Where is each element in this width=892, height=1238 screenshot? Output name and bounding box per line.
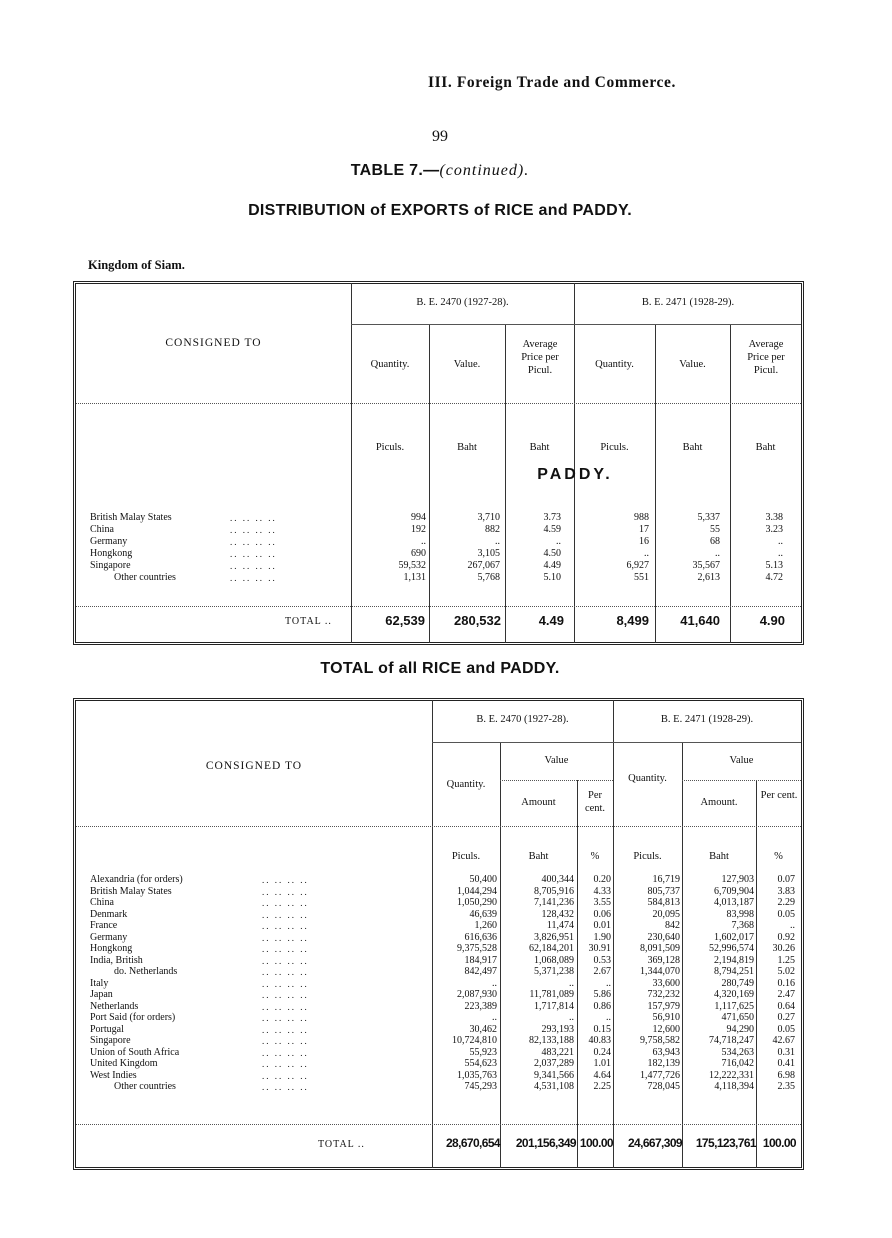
row-country-name: France [90, 920, 118, 931]
cell-v1: 62,184,201 [529, 943, 574, 954]
running-head: III. Foreign Trade and Commerce. [428, 74, 676, 91]
cell-p2: .. [790, 920, 795, 931]
leader-dots: .. .. .. .. [230, 561, 277, 571]
cell-v2: 4,320,169 [714, 989, 754, 1000]
cell-v2: 7,368 [731, 920, 754, 931]
cell-q1: 184,917 [464, 954, 497, 966]
cell-p1: 0.53 [593, 954, 611, 966]
cell-q2: .. [644, 548, 649, 559]
cell-v1: 483,221 [541, 1046, 574, 1058]
table-row [0, 1070, 880, 1082]
cell-q1: 10,724,810 [452, 1035, 497, 1046]
leader-dots: .. .. .. .. [262, 1001, 309, 1012]
cell-p1: 4.33 [593, 885, 611, 897]
percent-header: Per cent. [584, 790, 606, 814]
table-row [0, 989, 880, 1001]
leader-dots: .. .. .. .. [262, 932, 309, 943]
quantity-header: Quantity. [446, 779, 486, 790]
cell-a1: .. [556, 536, 561, 547]
cell-v2: 1,117,625 [714, 1000, 754, 1012]
row-country-name: Hongkong [90, 548, 133, 559]
cell-v1: 2,037,289 [534, 1058, 574, 1069]
cell-v1: 8,705,916 [534, 885, 574, 897]
cell-q1: 223,389 [464, 1000, 497, 1012]
leader-dots: .. .. .. .. [262, 1036, 309, 1046]
cell-q2: 728,045 [647, 1081, 680, 1092]
leader-dots: .. .. .. .. [262, 898, 309, 908]
leader-dots: .. .. .. .. [262, 886, 309, 897]
cell-q2: 369,128 [647, 954, 680, 966]
paddy-section-label: PADDY. [537, 466, 613, 483]
cell-q2: 20,095 [652, 908, 680, 920]
cell-q1: 1,050,290 [457, 897, 497, 908]
cell-v1: .. [569, 1012, 574, 1023]
cell-v1: 4,531,108 [534, 1081, 574, 1092]
cell-q2: 230,640 [647, 931, 680, 943]
cell-a2: .. [778, 536, 783, 547]
table-row [0, 909, 880, 921]
amount-header: Amount. [700, 797, 738, 808]
unit-baht: Baht [457, 442, 477, 453]
cell-q2: 584,813 [647, 897, 680, 908]
cell-p1: 30.91 [588, 943, 611, 954]
table-row [0, 966, 880, 978]
cell-v2: 6,709,904 [714, 885, 754, 897]
row-country-name: Netherlands [90, 1000, 139, 1012]
cell-p2: 2.29 [777, 897, 795, 908]
row-country-name: Union of South Africa [90, 1046, 180, 1058]
cell-q2: 33,600 [652, 977, 680, 989]
cell-v2: 280,749 [721, 977, 754, 989]
table-row [0, 1001, 880, 1013]
cell-v1: 3,826,951 [534, 931, 574, 943]
cell-q2: 732,232 [647, 989, 680, 1000]
row-country-name: Port Said (for orders) [90, 1012, 176, 1023]
row-country-name: Denmark [90, 908, 128, 920]
table-row [0, 548, 880, 560]
cell-v2: 127,903 [721, 874, 754, 885]
cell-v1: 293,193 [541, 1023, 574, 1035]
table-title-main: TABLE 7.— [350, 162, 440, 179]
page-number: 99 [432, 128, 448, 145]
cell-q2: 805,737 [647, 885, 680, 897]
table-row [0, 1058, 880, 1070]
cell-v2: 74,718,247 [709, 1035, 754, 1046]
cell-p1: 0.86 [593, 1000, 611, 1012]
average-price-header: Average Price per Picul. [747, 339, 785, 376]
cell-p1: 5.86 [593, 989, 611, 1000]
cell-p2: 1.25 [777, 954, 795, 966]
table-row [0, 524, 880, 536]
leader-dots: .. .. .. .. [262, 1013, 309, 1023]
unit-baht: Baht [709, 851, 729, 862]
cell-v1: 128,432 [541, 908, 574, 920]
quantity-header: Quantity. [595, 359, 634, 370]
cell-a2: .. [778, 548, 783, 559]
cell-q1: 616,636 [464, 931, 497, 943]
year-1928-header: B. E. 2471 (1928-29). [660, 714, 754, 725]
total-percent-1927: 100.00 [579, 1136, 613, 1150]
cell-q1: 745,293 [464, 1081, 497, 1092]
cell-a2: 3.23 [765, 524, 783, 535]
cell-p1: 1.90 [593, 931, 611, 943]
cell-q2: 1,477,726 [640, 1069, 680, 1081]
cell-q1: 192 [411, 524, 426, 535]
total-table-title: TOTAL of all RICE and PADDY. [320, 660, 560, 677]
cell-p2: 2.47 [777, 989, 795, 1000]
table-subtitle: DISTRIBUTION of EXPORTS of RICE and PADDY. [248, 202, 632, 219]
row-country-name: China [90, 897, 114, 908]
cell-v2: 2,613 [697, 572, 720, 583]
leader-dots: .. .. .. .. [230, 549, 277, 559]
cell-p2: 0.27 [777, 1012, 795, 1023]
consigned-to-header: CONSIGNED TO [165, 337, 262, 349]
leader-dots: .. .. .. .. [230, 573, 277, 583]
row-country-name: Singapore [90, 560, 131, 571]
cell-q2: 9,758,582 [640, 1035, 680, 1046]
leader-dots: .. .. .. .. [230, 537, 277, 547]
cell-v2: 83,998 [726, 908, 754, 920]
total-avg-1928: 4.90 [759, 613, 785, 628]
cell-v1: .. [569, 977, 574, 989]
total-value-1927: 280,532 [454, 613, 501, 628]
unit-percent: % [774, 851, 783, 862]
cell-v2: 12,222,331 [709, 1069, 754, 1081]
cell-p1: 0.20 [593, 874, 611, 885]
cell-v2: 716,042 [721, 1058, 754, 1069]
cell-p2: 30.26 [772, 943, 795, 954]
year-1927-header: B. E. 2470 (1927-28). [416, 297, 509, 308]
cell-q2: 157,979 [647, 1000, 680, 1012]
leader-dots: .. .. .. .. [262, 990, 309, 1000]
row-country-name: Italy [90, 977, 109, 989]
cell-q2: 6,927 [626, 560, 649, 571]
cell-v2: 55 [710, 524, 720, 535]
total-value-1927: 201,156,349 [515, 1136, 576, 1150]
cell-q1: 59,532 [398, 560, 426, 571]
row-country-name: Germany [90, 536, 128, 547]
unit-baht: Baht [755, 442, 776, 453]
total-value-1928: 175,123,761 [695, 1136, 756, 1150]
table-row [0, 978, 880, 990]
total-percent-1928: 100.00 [762, 1136, 796, 1150]
unit-piculs: Piculs. [600, 442, 629, 453]
cell-v2: 4,013,187 [714, 897, 754, 908]
year-1928-header: B. E. 2471 (1928-29). [641, 297, 735, 308]
total-quantity-1928: 24,667,309 [627, 1136, 682, 1150]
value-header: Value. [679, 359, 706, 370]
cell-a2: 5.13 [765, 560, 783, 571]
unit-baht: Baht [528, 851, 549, 862]
cell-v2: 94,290 [726, 1023, 754, 1035]
average-price-header: Average Price per Picul. [521, 339, 559, 376]
unit-piculs: Piculs. [451, 851, 481, 862]
cell-a1: 4.49 [543, 560, 561, 571]
cell-v1: 82,133,188 [529, 1035, 574, 1046]
row-country-name: United Kingdom [90, 1058, 158, 1069]
quantity-header: Quantity. [628, 773, 667, 784]
cell-v1: 1,068,089 [534, 954, 574, 966]
value-header: Value. [453, 359, 481, 370]
cell-p1: 2.67 [593, 966, 611, 977]
cell-a2: 4.72 [765, 572, 783, 583]
cell-q1: 1,044,294 [457, 885, 497, 897]
cell-q2: 17 [639, 524, 649, 535]
value-header: Value [544, 755, 569, 766]
cell-q1: 2,087,930 [457, 989, 497, 1000]
leader-dots: .. .. .. .. [262, 967, 309, 977]
cell-q1: 1,131 [403, 572, 426, 583]
paddy-table [73, 281, 804, 645]
table-title [0, 162, 880, 180]
cell-v1: 11,781,089 [529, 989, 574, 1000]
cell-q1: 690 [411, 548, 426, 559]
cell-q1: 50,400 [469, 874, 497, 885]
total-value-1928: 41,640 [680, 613, 720, 628]
cell-p1: 0.15 [593, 1023, 611, 1035]
cell-q2: 842 [665, 920, 680, 931]
cell-q1: 55,923 [469, 1046, 497, 1058]
leader-dots: .. .. .. .. [262, 955, 309, 966]
cell-v1: 267,067 [467, 560, 500, 571]
cell-p1: 0.06 [593, 908, 611, 920]
unit-piculs: Piculs. [633, 851, 662, 862]
cell-v2: 35,567 [692, 560, 720, 571]
table-row [0, 512, 880, 524]
cell-p1: 0.24 [593, 1046, 611, 1058]
cell-v1: 3,710 [477, 512, 500, 523]
cell-p1: .. [606, 1012, 611, 1023]
row-country-name: India, British [90, 954, 143, 966]
row-country-name: do. Netherlands [114, 966, 178, 977]
cell-p2: 6.98 [777, 1069, 795, 1081]
table-row [0, 560, 880, 572]
kingdom-heading: Kingdom of Siam. [88, 258, 185, 272]
table-row [0, 897, 880, 909]
cell-q1: 1,260 [474, 920, 497, 931]
cell-q2: 1,344,070 [640, 966, 680, 977]
cell-q1: .. [492, 977, 497, 989]
leader-dots: .. .. .. .. [262, 1024, 309, 1035]
quantity-header: Quantity. [370, 359, 410, 370]
cell-p2: 0.64 [777, 1000, 795, 1012]
cell-q1: 1,035,763 [457, 1069, 497, 1081]
cell-p1: 40.83 [588, 1035, 611, 1046]
cell-p2: 0.16 [777, 977, 795, 989]
cell-q1: 46,639 [469, 908, 497, 920]
cell-q1: .. [492, 1012, 497, 1023]
cell-p2: 2.35 [777, 1081, 795, 1092]
cell-q2: 16 [639, 536, 649, 547]
cell-p2: 3.83 [777, 885, 795, 897]
total-avg-1927: 4.49 [538, 613, 564, 628]
cell-v1: 11,474 [546, 920, 574, 931]
leader-dots: .. .. .. .. [262, 875, 309, 885]
year-1927-header: B. E. 2470 (1927-28). [476, 714, 569, 725]
cell-a2: 3.38 [765, 512, 783, 523]
cell-p1: 4.64 [593, 1069, 611, 1081]
leader-dots: .. .. .. .. [262, 978, 309, 989]
row-country-name: Germany [90, 931, 128, 943]
cell-q2: 988 [634, 512, 649, 523]
cell-p1: .. [606, 977, 611, 989]
table-title-continued: (continued). [439, 162, 530, 179]
table-row [0, 1035, 880, 1047]
cell-v2: 2,194,819 [714, 954, 754, 966]
cell-p2: 0.41 [777, 1058, 795, 1069]
cell-v2: 1,602,017 [714, 931, 754, 943]
table-row [0, 572, 880, 584]
table-row [0, 536, 880, 548]
cell-q2: 56,910 [652, 1012, 680, 1023]
leader-dots: .. .. .. .. [230, 525, 277, 535]
table-row [0, 1012, 880, 1024]
cell-q2: 16,719 [652, 874, 680, 885]
cell-v1: 400,344 [541, 874, 574, 885]
cell-q2: 8,091,509 [640, 943, 680, 954]
cell-q1: 9,375,528 [457, 943, 497, 954]
total-label: TOTAL .. [285, 616, 332, 627]
cell-q1: 554,623 [464, 1058, 497, 1069]
total-quantity-1927: 62,539 [385, 613, 425, 628]
table-row [0, 886, 880, 898]
cell-q1: 994 [411, 512, 426, 523]
leader-dots: .. .. .. .. [262, 1070, 309, 1081]
cell-a1: 3.73 [543, 512, 561, 523]
total-quantity-1928: 8,499 [616, 613, 649, 628]
row-country-name: China [90, 524, 114, 535]
table-row [0, 955, 880, 967]
cell-v1: 882 [485, 524, 500, 535]
row-country-name: British Malay States [90, 885, 172, 897]
table-row [0, 1081, 880, 1093]
cell-a1: 4.59 [543, 524, 561, 535]
table-row [0, 932, 880, 944]
row-country-name: Alexandria (for orders) [90, 874, 183, 885]
row-country-name: West Indies [90, 1069, 137, 1081]
amount-header: Amount [521, 797, 556, 808]
cell-p2: 0.92 [777, 931, 795, 943]
cell-v2: .. [715, 548, 720, 559]
total-label: TOTAL .. [318, 1139, 365, 1150]
table-row [0, 920, 880, 932]
cell-a1: 4.50 [543, 548, 561, 559]
unit-piculs: Piculs. [375, 442, 405, 453]
cell-v1: 5,768 [477, 572, 500, 583]
cell-p2: 0.05 [777, 1023, 795, 1035]
cell-p1: 2.25 [593, 1081, 611, 1092]
percent-header: Per cent. [760, 790, 798, 801]
cell-p2: 42.67 [772, 1035, 795, 1046]
total-quantity-1927: 28,670,654 [445, 1136, 500, 1150]
cell-p2: 0.31 [777, 1046, 795, 1058]
cell-q2: 551 [634, 572, 649, 583]
row-country-name: Portugal [90, 1023, 124, 1035]
table-row [0, 874, 880, 886]
consigned-to-header: CONSIGNED TO [205, 760, 303, 772]
cell-p2: 5.02 [777, 966, 795, 977]
cell-q1: 30,462 [469, 1023, 497, 1035]
cell-v1: 9,341,566 [534, 1069, 574, 1081]
cell-v1: 1,717,814 [534, 1000, 574, 1012]
cell-p1: 0.01 [593, 920, 611, 931]
leader-dots: .. .. .. .. [262, 1059, 309, 1069]
leader-dots: .. .. .. .. [262, 921, 309, 931]
unit-percent: % [590, 851, 600, 862]
cell-v2: 5,337 [697, 512, 720, 523]
row-country-name: Other countries [114, 572, 176, 583]
cell-p2: 0.05 [777, 908, 795, 920]
cell-q1: .. [421, 536, 426, 547]
cell-a1: 5.10 [543, 572, 561, 583]
cell-p1: 3.55 [593, 897, 611, 908]
cell-v1: 3,105 [477, 548, 500, 559]
cell-v2: 534,263 [721, 1046, 754, 1058]
cell-v1: .. [495, 536, 500, 547]
leader-dots: .. .. .. .. [262, 944, 309, 954]
unit-baht: Baht [529, 442, 550, 453]
leader-dots: .. .. .. .. [262, 909, 309, 920]
row-country-name: Hongkong [90, 943, 133, 954]
cell-q1: 842,497 [464, 966, 497, 977]
cell-v1: 5,371,238 [534, 966, 574, 977]
row-country-name: Singapore [90, 1035, 131, 1046]
cell-v2: 8,794,251 [714, 966, 754, 977]
cell-v1: 7,141,236 [534, 897, 574, 908]
row-country-name: Other countries [114, 1081, 176, 1092]
leader-dots: .. .. .. .. [262, 1047, 309, 1058]
leader-dots: .. .. .. .. [262, 1082, 309, 1092]
cell-p2: 0.07 [777, 874, 795, 885]
cell-v2: 68 [710, 536, 720, 547]
leader-dots: .. .. .. .. [230, 513, 277, 523]
cell-v2: 52,996,574 [709, 943, 754, 954]
row-country-name: Japan [90, 989, 113, 1000]
value-header: Value [729, 755, 754, 766]
row-country-name: British Malay States [90, 512, 172, 523]
table-row [0, 1047, 880, 1059]
cell-q2: 12,600 [652, 1023, 680, 1035]
table-row [0, 943, 880, 955]
cell-q2: 63,943 [652, 1046, 680, 1058]
table-row [0, 1024, 880, 1036]
cell-v2: 471,650 [721, 1012, 754, 1023]
unit-baht: Baht [682, 442, 703, 453]
cell-v2: 4,118,394 [714, 1081, 754, 1092]
cell-p1: 1.01 [593, 1058, 611, 1069]
cell-q2: 182,139 [647, 1058, 680, 1069]
